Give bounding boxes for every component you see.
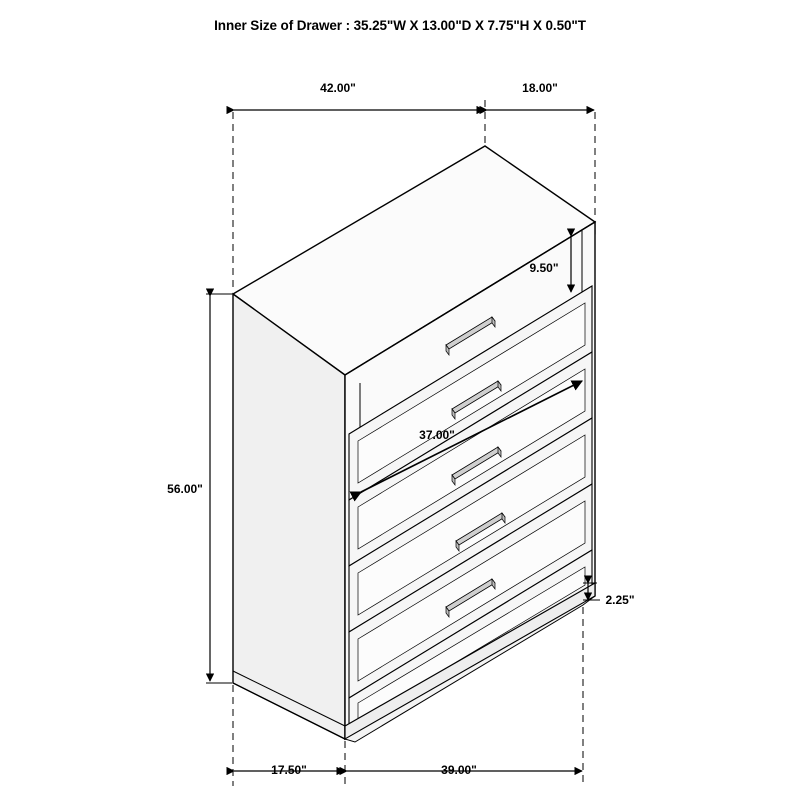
dim-label-overall-height: 56.00" [167,482,203,496]
dim-label-top-rail-height: 9.50" [529,261,559,275]
chest-body [233,146,595,742]
dim-label-top-width: 42.00" [320,81,356,95]
dim-label-front-width: 39.00" [441,763,477,777]
dim-label-base-height: 2.25" [605,593,635,607]
page-title: Inner Size of Drawer : 35.25"W X 13.00"D X 7.75"H X 0.50"T [214,18,586,33]
dim-label-side-depth: 17.50" [271,763,307,777]
dim-label-top-depth: 18.00" [522,81,558,95]
dim-label-diagonal: 37.00" [419,428,455,442]
